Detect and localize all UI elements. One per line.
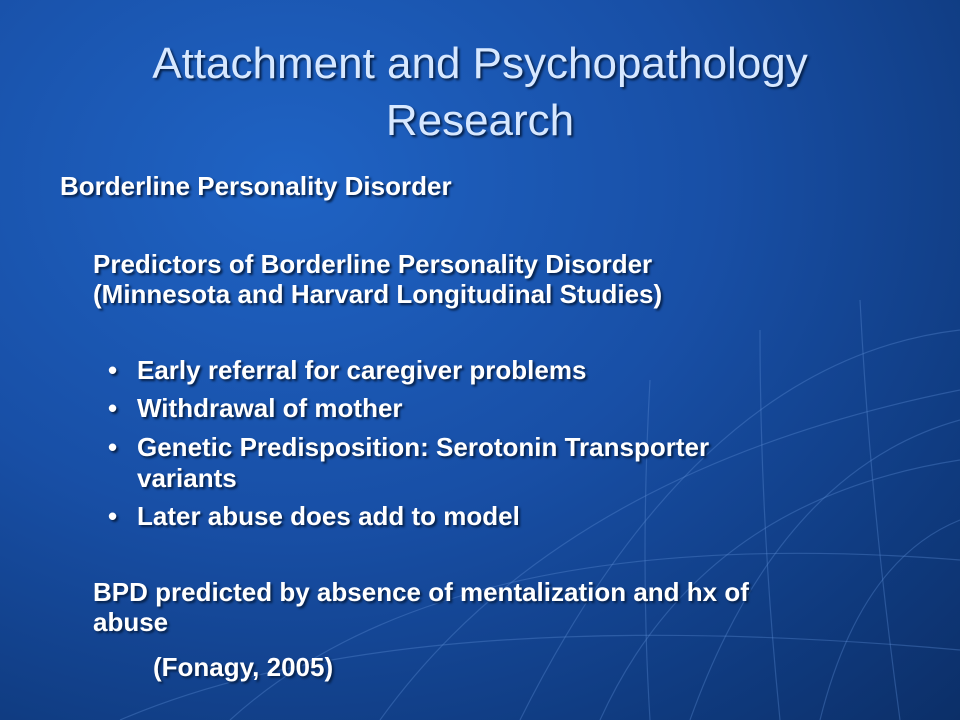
bullet-text: Early referral for caregiver problems [137,355,587,385]
bullet-text-continued: variants [137,463,237,493]
section-heading: Borderline Personality Disorder [60,171,452,201]
citation: (Fonagy, 2005) [153,652,334,682]
conclusion-line-1: BPD predicted by absence of mentalization and hx of [93,577,749,607]
bullet-icon: • [108,355,118,385]
slide-title-line-1: Attachment and Psychopathology [152,39,808,88]
predictors-line-1: Predictors of Borderline Personality Disorder [93,249,653,279]
slide-title-line-2: Research [385,96,575,145]
bullet-icon: • [108,393,118,423]
conclusion-line-2: abuse [93,607,169,637]
bullet-text: Later abuse does add to model [137,501,520,531]
bullet-text: Genetic Predisposition: Serotonin Transporter [137,432,710,462]
bullet-text: Withdrawal of mother [137,393,403,423]
bullet-icon: • [108,501,118,531]
predictors-line-2: (Minnesota and Harvard Longitudinal Studies) [93,279,663,309]
bullet-icon: • [108,432,118,462]
